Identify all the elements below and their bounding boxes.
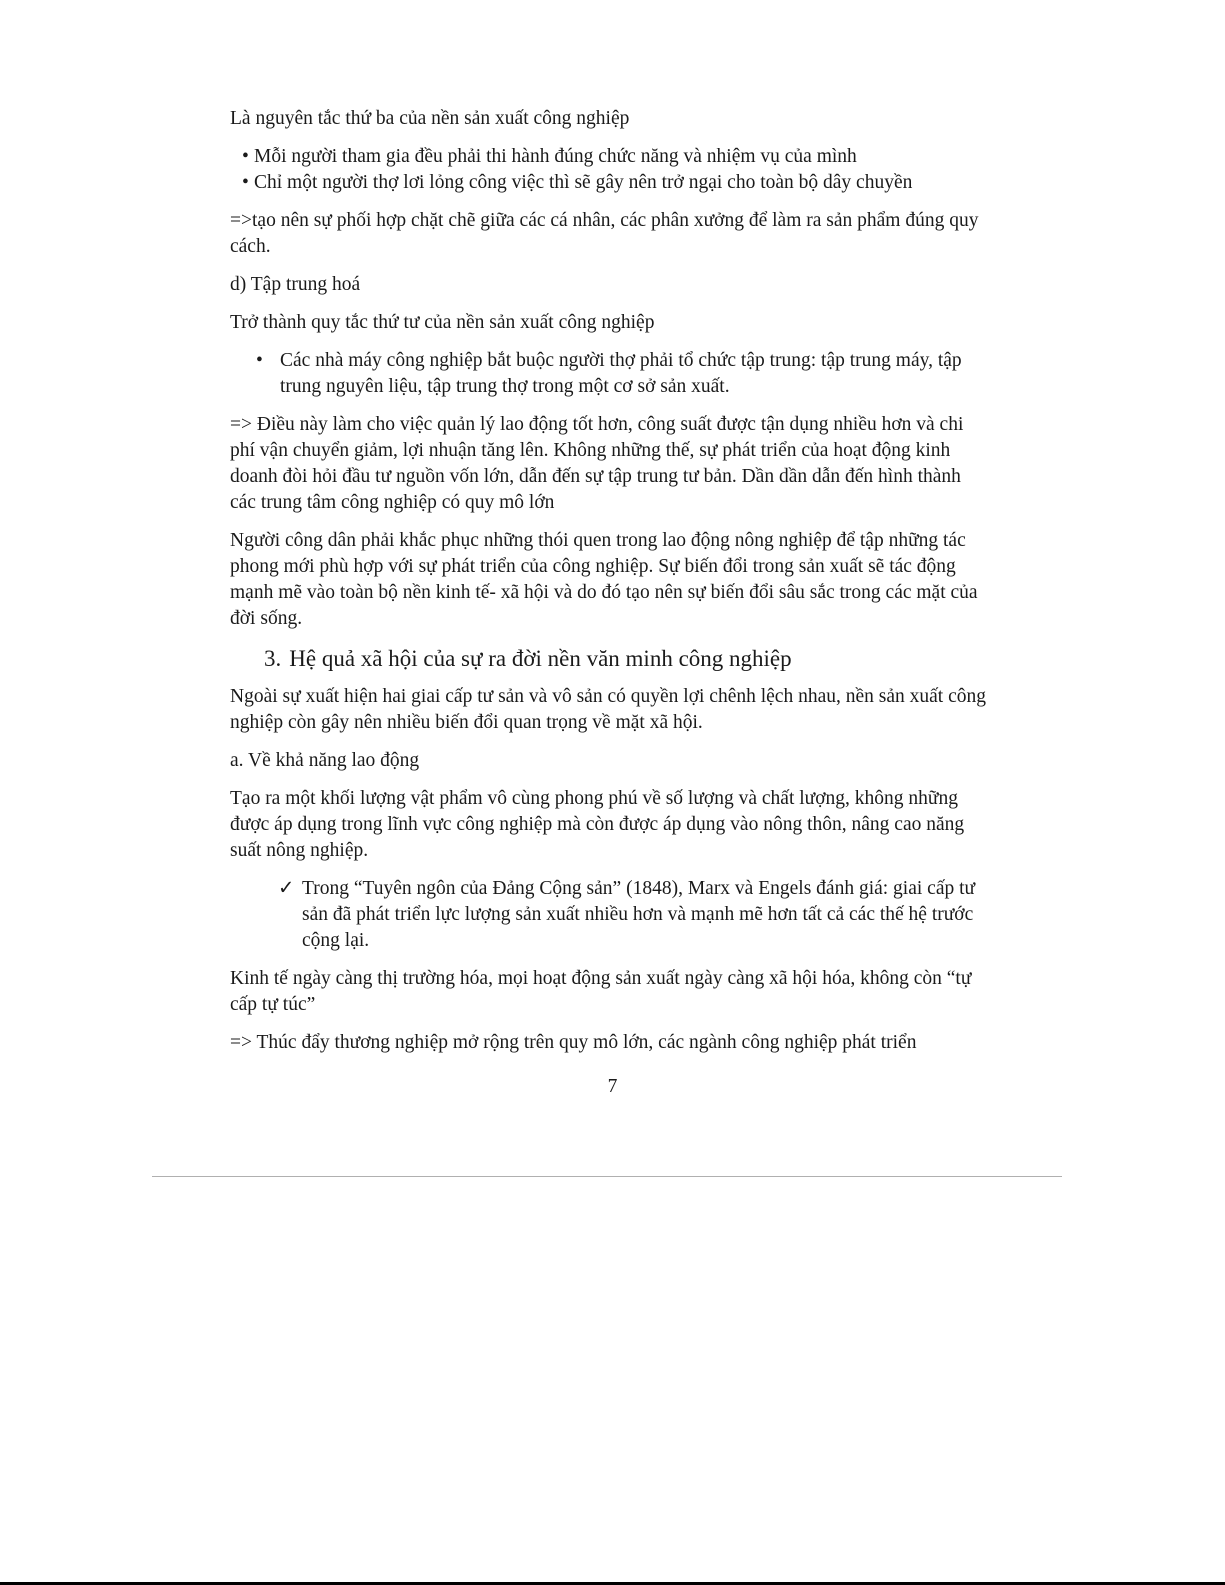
section-title: Hệ quả xã hội của sự ra đời nền văn minh công nghiệp	[289, 646, 792, 671]
bullet-marker: •	[256, 350, 263, 371]
paragraph: =>tạo nên sự phối hợp chặt chẽ giữa các cá nhân, các phân xưởng để làm ra sản phẩm đúng quy cách.	[230, 210, 979, 257]
page-number: 7	[607, 1076, 618, 1097]
checklist-item-text: Trong “Tuyên ngôn của Đảng Cộng sản” (1848), Marx và Engels đánh giá: giai cấp tư sản đã phát triển lực lượng sản xuất nhiều hơn và mạnh mẽ hơn tất cả các thế hệ trước cộng lại.	[302, 878, 976, 951]
document-page	[230, 106, 990, 1068]
section-heading	[264, 644, 990, 674]
paragraph: Ngoài sự xuất hiện hai giai cấp tư sản và vô sản có quyền lợi chênh lệch nhau, nền sản xuất công nghiệp còn gây nên nhiều biến đổi quan trọng về mặt xã hội.	[230, 686, 986, 733]
subsection-title: d) Tập trung hoá	[230, 274, 361, 295]
paragraph: Trở thành quy tắc thứ tư của nền sản xuất công nghiệp	[230, 312, 655, 333]
checklist-item	[230, 876, 990, 954]
paragraph: => Điều này làm cho việc quản lý lao động tốt hơn, công suất được tận dụng nhiều hơn và chi phí vận chuyển giảm, lợi nhuận tăng lên. Không những thế, sự phát triển của hoạt động kinh doanh đòi hỏi đầu tư nguồn vốn lớn, dẫn đến sự tập trung tư bản. Dần dần dẫn đến hình thành các trung tâm công nghiệp có quy mô lớn	[230, 414, 964, 513]
list-item	[230, 348, 990, 400]
check-icon: ✓	[278, 878, 295, 899]
paragraph: Tạo ra một khối lượng vật phẩm vô cùng phong phú về số lượng và chất lượng, không những được áp dụng trong lĩnh vực công nghiệp mà còn được áp dụng vào nông thôn, nâng cao năng suất nông nghiệp.	[230, 788, 965, 861]
bullet-list	[230, 348, 990, 400]
paragraph: Người công dân phải khắc phục những thói quen trong lao động nông nghiệp để tập những tác phong mới phù hợp với sự phát triển của công nghiệp. Sự biến đổi trong sản xuất sẽ tác động mạnh mẽ vào toàn bộ nền kinh tế- xã hội và do đó tạo nên sự biến đổi sâu sắc trong các mặt của đời sống.	[230, 530, 978, 629]
paragraph: Là nguyên tắc thứ ba của nền sản xuất công nghiệp	[230, 108, 630, 129]
list-item: • Mỗi người tham gia đều phải thi hành đúng chức năng và nhiệm vụ của mình	[230, 144, 990, 170]
bullet-list	[230, 144, 990, 196]
list-item: • Chỉ một người thợ lơi lỏng công việc thì sẽ gây nên trở ngại cho toàn bộ dây chuyền	[230, 170, 990, 196]
page-divider	[152, 1176, 1062, 1177]
paragraph: Kinh tế ngày càng thị trường hóa, mọi hoạt động sản xuất ngày càng xã hội hóa, không còn “tự cấp tự túc”	[230, 968, 972, 1015]
subsection-title: a. Về khả năng lao động	[230, 750, 420, 771]
checklist	[230, 876, 990, 954]
paragraph: => Thúc đẩy thương nghiệp mở rộng trên quy mô lớn, các ngành công nghiệp phát triển	[230, 1032, 917, 1053]
list-item-text: Các nhà máy công nghiệp bắt buộc người thợ phải tổ chức tập trung: tập trung máy, tập trung nguyên liệu, tập trung thợ trong một cơ sở sản xuất.	[280, 350, 962, 397]
section-number: 3.	[264, 646, 282, 671]
